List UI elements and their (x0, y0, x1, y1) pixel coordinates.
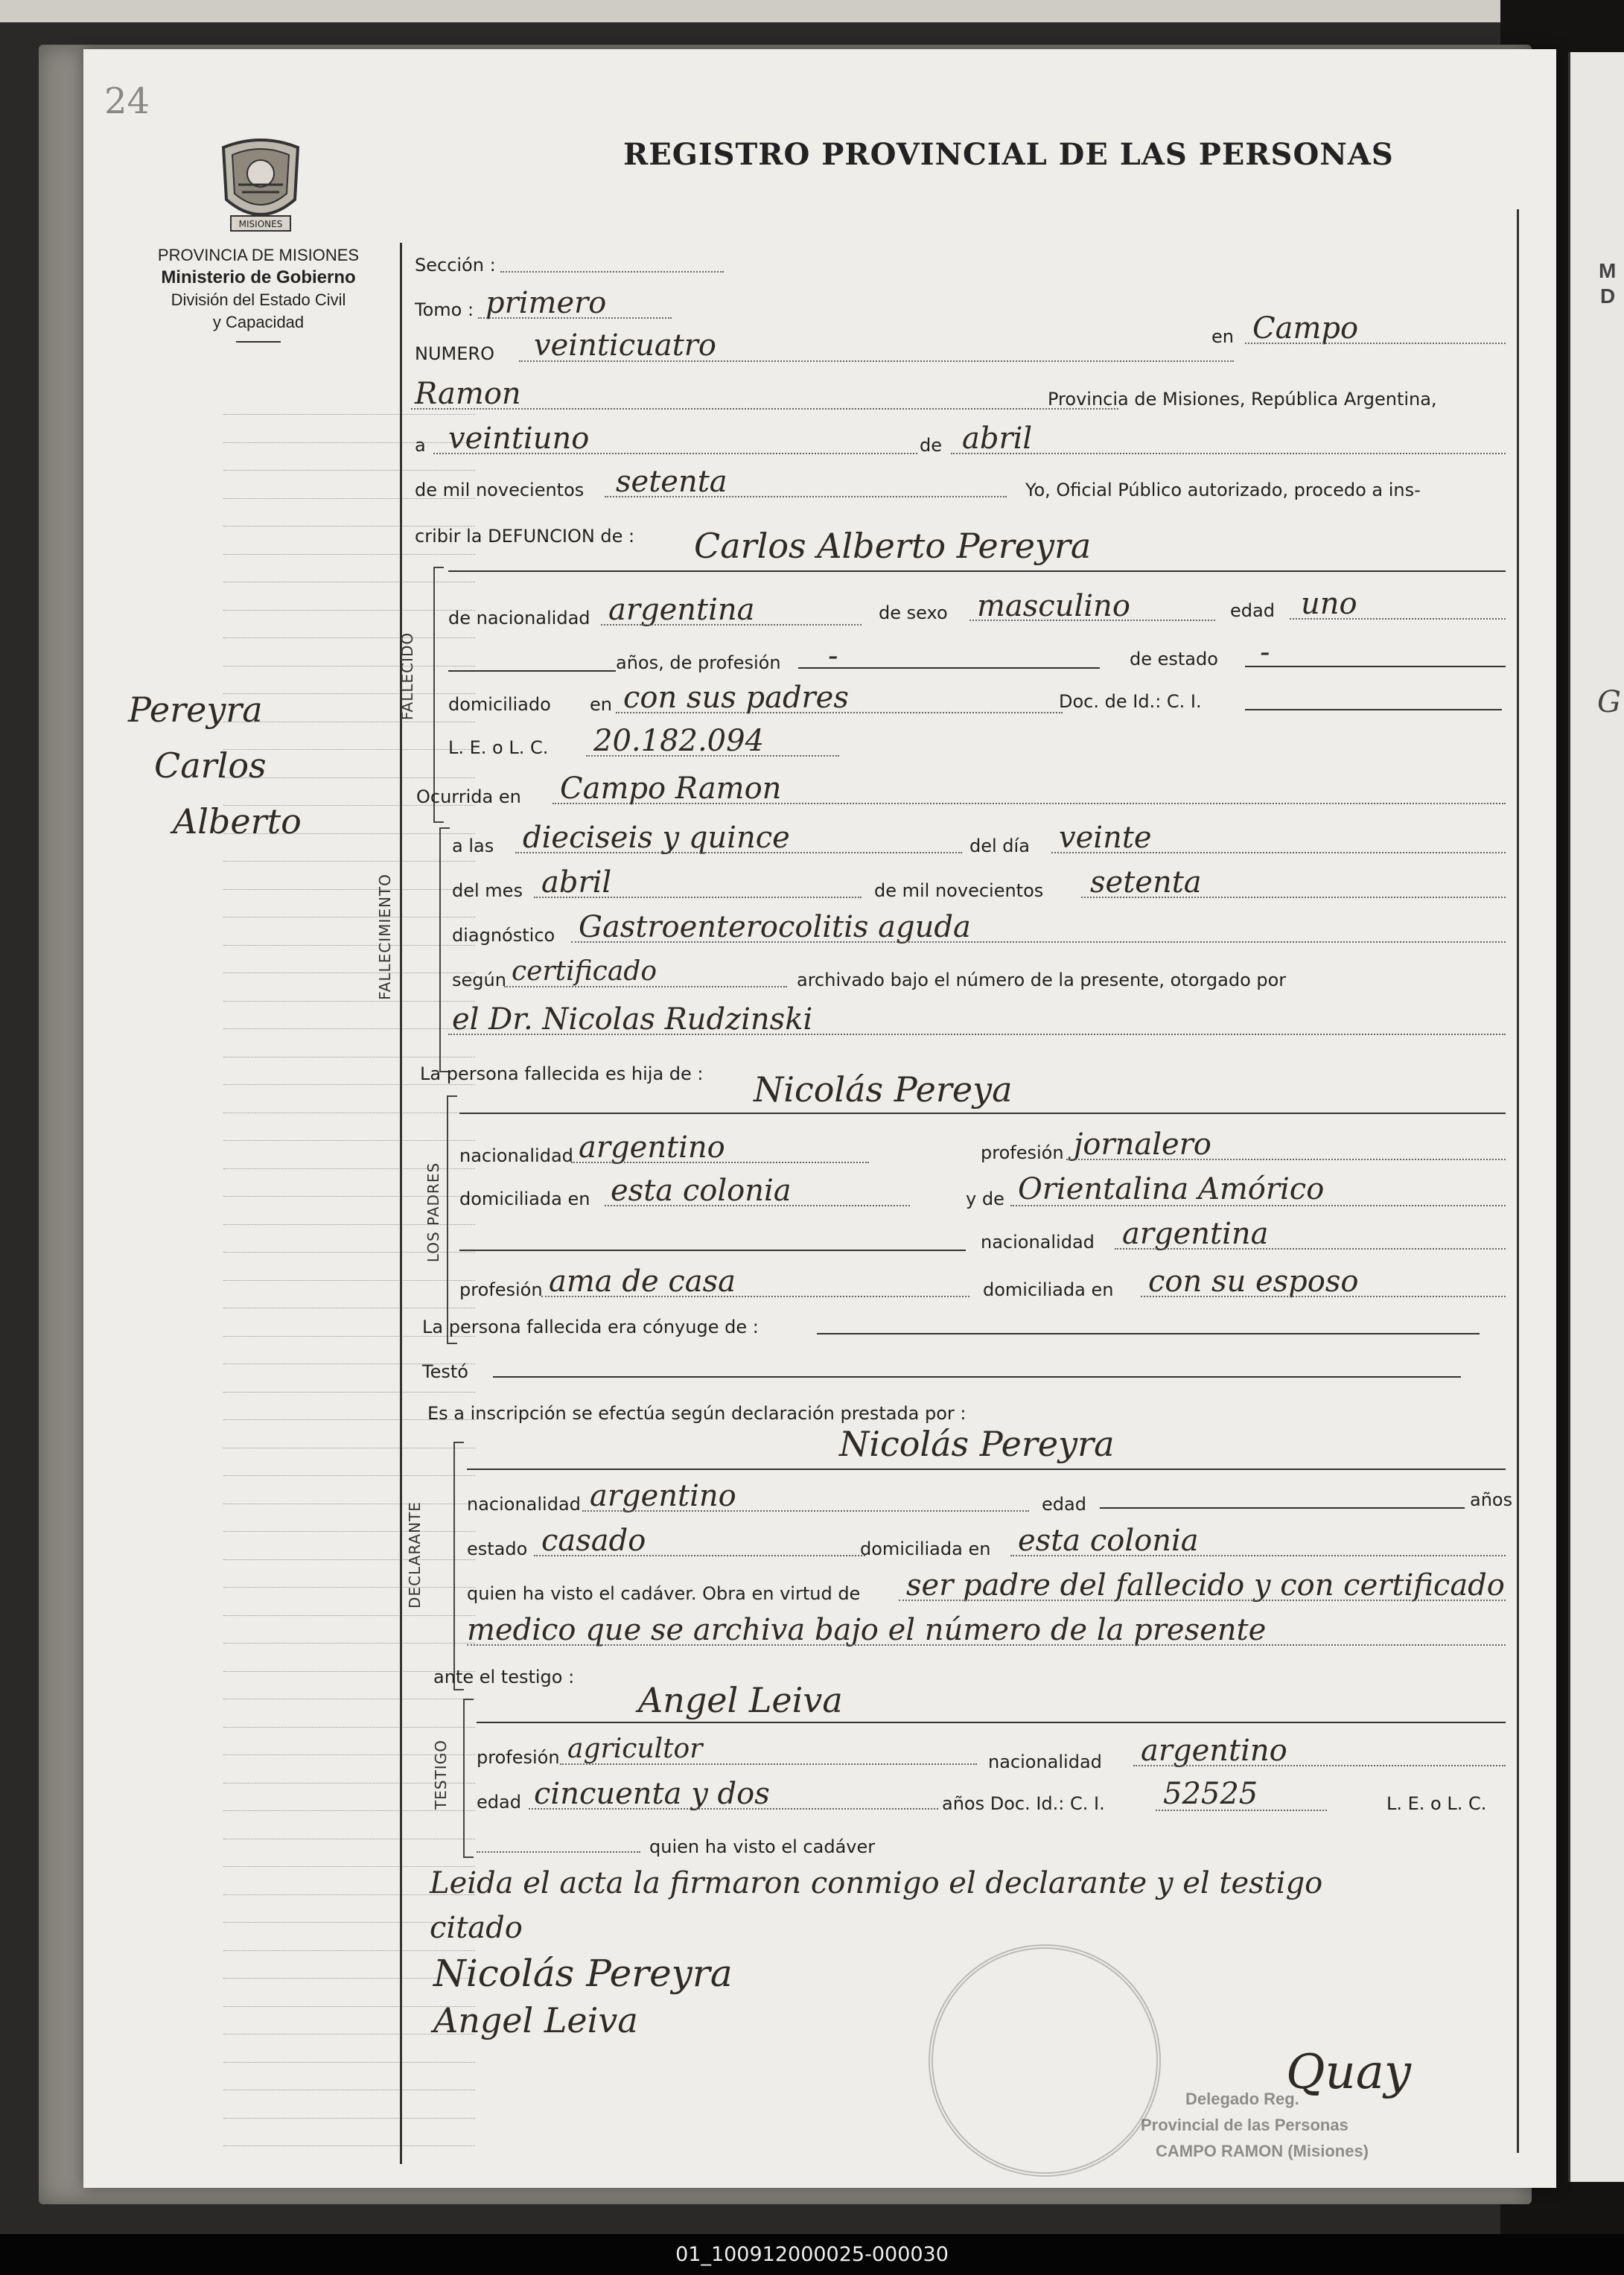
testigo-visto-line (477, 1851, 640, 1853)
closing-text-1: Leida el acta la firmaron conmigo el declarante y el testigo (430, 1866, 1323, 1900)
label-tomo: Tomo : (415, 299, 474, 320)
madre-profesion-line (541, 1296, 969, 1297)
signature-declarante: Nicolás Pereyra (433, 1952, 733, 1995)
margin-ruled-line (223, 1950, 475, 1951)
value-domicilio: con sus padres (623, 681, 849, 715)
margin-ruled-line (223, 2145, 475, 2146)
padre-profesion-line (1066, 1159, 1506, 1160)
label-domiciliado: domiciliado (448, 694, 551, 715)
diagnostico-line (571, 941, 1506, 943)
label-padre-domicilio: domiciliada en (459, 1189, 590, 1209)
label-testigo-edad: edad (477, 1792, 521, 1813)
declarante-brace (453, 1442, 464, 1690)
margin-ruled-line (223, 861, 475, 862)
section-testigo: TESTIGO (431, 1740, 450, 1810)
lugar-line (411, 408, 1118, 410)
testigo-profesion-line (560, 1763, 977, 1765)
fallecido-brace (433, 567, 444, 823)
label-madre-domicilio: domiciliada en (983, 1279, 1114, 1300)
adjacent-page-text: G (1597, 685, 1621, 719)
value-numero: veinticuatro (534, 328, 716, 363)
label-conyuge: La persona fallecida era cónyuge de : (422, 1317, 759, 1337)
label-segun: según (452, 970, 506, 990)
margin-ruled-line (223, 1140, 475, 1141)
testigo-brace (463, 1699, 474, 1858)
header-province: PROVINCIA DE MISIONES (157, 246, 360, 264)
conyuge-line (817, 1333, 1480, 1334)
edad-line (1290, 618, 1506, 620)
section-fallecido: FALLECIDO (398, 631, 417, 721)
label-padre-nacionalidad: nacionalidad (459, 1145, 573, 1166)
label-anos-profesion: años, de profesión (616, 652, 781, 673)
page-title: REGISTRO PROVINCIAL DE LAS PERSONAS (623, 137, 1394, 172)
padres-brace (447, 1095, 457, 1344)
coat-of-arms-icon (216, 133, 305, 237)
margin-ruled-line (223, 414, 475, 415)
testigo-line (477, 1722, 1506, 1723)
margin-note-surname: Pereyra (128, 690, 263, 730)
nombre-line (448, 570, 1506, 572)
adjacent-page (1568, 52, 1624, 2182)
anos-line (448, 670, 616, 672)
value-declarante-nacionalidad: argentino (590, 1479, 736, 1513)
value-declarante-domicilio: esta colonia (1018, 1524, 1199, 1558)
value-edad: uno (1301, 587, 1357, 621)
label-del-mes: del mes (452, 880, 523, 901)
value-profesion: - (828, 639, 838, 673)
value-segun: certificado (512, 956, 657, 987)
label-en: en (1211, 326, 1234, 347)
value-dia: veinte (1059, 821, 1152, 855)
value-estado: - (1260, 635, 1270, 669)
declarante-edad-line (1100, 1507, 1465, 1509)
value-hora: dieciseis y quince (523, 821, 790, 855)
label-seccion: Sección : (415, 255, 496, 276)
margin-ruled-line (223, 1810, 475, 1811)
margin-note-middle: Alberto (173, 801, 302, 841)
label-inscripcion: Es a inscripción se efectúa según declaración prestada por : (427, 1403, 967, 1424)
declarante-nacionalidad-line (582, 1510, 1029, 1512)
madre-extra-line (459, 1250, 966, 1251)
estado-line (1245, 666, 1506, 667)
value-testigo-ci: 52525 (1163, 1777, 1258, 1811)
nacionalidad-line (601, 624, 862, 626)
tomo-line (478, 317, 672, 319)
stamp-line-2: Provincial de las Personas (1141, 2116, 1348, 2134)
margin-ruled-line (223, 1001, 475, 1002)
column-divider (400, 243, 402, 2164)
label-declarante-nacionalidad: nacionalidad (467, 1494, 581, 1515)
label-y-de: y de (966, 1189, 1004, 1209)
margin-ruled-line (223, 554, 475, 555)
de-mil-line (605, 496, 1007, 497)
margin-ruled-line (223, 2118, 475, 2119)
margin-ruled-line (223, 1615, 475, 1616)
value-declarante-virtud-1: ser padre del fallecido y con certificado (906, 1568, 1505, 1603)
value-nacionalidad: argentina (608, 593, 755, 627)
label-declarante-anos: años (1470, 1489, 1513, 1510)
value-testigo: Angel Leiva (638, 1680, 843, 1720)
label-numero: NUMERO (415, 343, 494, 364)
padre-nacionalidad-line (571, 1162, 869, 1163)
label-de-mil-2: de mil novecientos (874, 880, 1044, 901)
label-le-lc: L. E. o L. C. (448, 737, 549, 758)
image-id-footer: 01_100912000025-000030 (0, 2234, 1624, 2275)
header-capacity: y Capacidad (212, 313, 305, 331)
le-lc-line (586, 755, 839, 757)
label-del-dia: del día (969, 836, 1030, 856)
section-declarante: DECLARANTE (405, 1501, 424, 1609)
label-declarante-visto: quien ha visto el cadáver. Obra en virtud de (467, 1583, 861, 1604)
de-line (951, 453, 1506, 454)
adjacent-page-text: M (1599, 259, 1617, 282)
adjacent-page-text: D (1600, 284, 1616, 308)
label-diagnostico: diagnóstico (452, 925, 555, 946)
stamp-line-1: Delegado Reg. (1185, 2090, 1299, 2108)
label-testo: Testó (422, 1361, 468, 1382)
domicilio-line (616, 712, 1063, 713)
label-edad: edad (1230, 600, 1275, 621)
label-padre-profesion: profesión (981, 1142, 1064, 1163)
padre-line (459, 1113, 1506, 1114)
declarante-domicilio-line (1010, 1555, 1506, 1556)
label-testigo-anos-doc: años Doc. Id.: C. I. (942, 1793, 1105, 1814)
value-ocurrida: Campo Ramon (560, 771, 782, 806)
label-doc: Doc. de Id.: C. I. (1059, 691, 1202, 712)
value-en: Campo (1252, 311, 1359, 346)
value-sexo: masculino (977, 589, 1130, 623)
value-le-lc: 20.182.094 (593, 724, 765, 758)
official-seal-icon (929, 1944, 1161, 2177)
scan-background-top (0, 0, 1500, 22)
value-medico: el Dr. Nicolas Rudzinski (452, 1002, 813, 1037)
value-a: veintiuno (448, 421, 590, 456)
declarante-estado-line (534, 1555, 865, 1556)
hora-line (515, 852, 962, 853)
label-ocurrida: Ocurrida en (416, 786, 521, 807)
medico-line (448, 1034, 1506, 1035)
value-madre-domicilio: con su esposo (1148, 1264, 1359, 1299)
label-nacionalidad: de nacionalidad (448, 608, 590, 629)
testigo-ci-line (1156, 1810, 1327, 1811)
label-de: de (920, 435, 942, 456)
label-archivado: archivado bajo el número de la presente, otorgado por (797, 970, 1287, 990)
sexo-line (969, 620, 1215, 621)
a-line (433, 453, 917, 454)
value-declarante: Nicolás Pereyra (839, 1424, 1115, 1464)
value-lugar: Ramon (415, 377, 521, 411)
closing-text-2: citado (430, 1911, 523, 1945)
margin-ruled-line (223, 470, 475, 471)
testigo-nacionalidad-line (1133, 1765, 1506, 1766)
value-madre-nacionalidad: argentina (1122, 1217, 1269, 1251)
profesion-line (798, 667, 1100, 669)
madre-domicilio-line (1141, 1296, 1506, 1297)
margin-ruled-line (223, 442, 475, 443)
label-ante-testigo: ante el testigo : (433, 1667, 575, 1687)
margin-ruled-line (223, 1727, 475, 1728)
issuer-header (128, 244, 389, 343)
padre-domicilio-line (605, 1205, 910, 1206)
label-a-las: a las (452, 836, 494, 856)
doc-line (1245, 709, 1502, 710)
dia-line (1051, 852, 1506, 853)
label-inscribir: cribir la DEFUNCION de : (415, 526, 635, 547)
declarante-line (467, 1469, 1506, 1470)
label-declarante-edad: edad (1042, 1494, 1086, 1515)
value-testigo-profesion: agricultor (567, 1734, 703, 1764)
label-provincia: Provincia de Misiones, República Argentina, (1048, 389, 1437, 410)
fallecimiento-brace (439, 827, 450, 1072)
madre-line (1010, 1205, 1506, 1206)
svg-text:MISIONES: MISIONES (238, 219, 283, 229)
register-page (83, 49, 1556, 2188)
numero-line (519, 360, 1234, 362)
right-border (1517, 209, 1519, 2153)
testigo-edad-line (529, 1808, 938, 1810)
value-tomo: primero (485, 286, 607, 320)
label-de-mil: de mil novecientos (415, 480, 585, 500)
madre-nacionalidad-line (1115, 1248, 1506, 1250)
value-de: abril (962, 421, 1033, 456)
label-de-estado: de estado (1130, 649, 1218, 669)
margin-note-name: Carlos (154, 745, 267, 786)
margin-ruled-line (223, 1084, 475, 1085)
section-fallecimiento: FALLECIMIENTO (375, 874, 394, 1000)
value-testigo-nacionalidad: argentino (1141, 1734, 1287, 1768)
ano-line (1081, 897, 1506, 898)
value-ano: setenta (1090, 865, 1202, 900)
header-ministry: Ministerio de Gobierno (161, 267, 356, 287)
margin-ruled-line (223, 945, 475, 946)
seccion-line (500, 271, 724, 273)
ocurrida-line (553, 803, 1506, 804)
testo-line (493, 1376, 1461, 1378)
value-padre: Nicolás Pereya (754, 1069, 1013, 1110)
label-declarante-domicilio: domiciliada en (860, 1539, 991, 1559)
value-diagnostico: Gastroenterocolitis aguda (579, 910, 971, 944)
margin-ruled-line (223, 889, 475, 890)
label-en-domicilio: en (590, 694, 612, 715)
margin-ruled-line (223, 1392, 475, 1393)
label-testigo-visto: quien ha visto el cadáver (649, 1836, 876, 1857)
margin-ruled-line (223, 1028, 475, 1029)
signature-testigo: Angel Leiva (433, 2000, 638, 2040)
value-padre-nacionalidad: argentino (579, 1130, 725, 1165)
label-declarante-estado: estado (467, 1539, 528, 1559)
margin-ruled-line (223, 1280, 475, 1281)
label-oficial: Yo, Oficial Público autorizado, procedo a ins- (1025, 480, 1421, 500)
value-declarante-estado: casado (541, 1524, 646, 1558)
label-testigo-profesion: profesión (477, 1747, 560, 1768)
signature-oficial: Quay (1286, 2045, 1411, 2100)
declarante-virtud-line-2 (467, 1644, 1506, 1646)
label-testigo-nacionalidad: nacionalidad (988, 1751, 1102, 1772)
value-mes: abril (541, 865, 612, 900)
value-testigo-edad: cincuenta y dos (534, 1777, 770, 1811)
mes-line (534, 897, 862, 898)
label-testigo-le: L. E. o L. C. (1386, 1793, 1487, 1814)
label-sexo: de sexo (879, 602, 948, 623)
segun-line (504, 986, 787, 987)
value-padre-domicilio: esta colonia (611, 1174, 792, 1208)
margin-ruled-line (223, 1559, 475, 1560)
en-line (1245, 343, 1506, 344)
page-number: 24 (104, 80, 150, 122)
stamp-line-3: CAMPO RAMON (Misiones) (1156, 2142, 1369, 2160)
declarante-virtud-line-1 (899, 1600, 1506, 1601)
margin-ruled-line (223, 1531, 475, 1532)
value-madre-profesion: ama de casa (549, 1264, 736, 1299)
value-padre-profesion: jornalero (1074, 1127, 1211, 1162)
margin-ruled-line (223, 1643, 475, 1644)
value-nombre: Carlos Alberto Pereyra (694, 526, 1092, 566)
section-padres: LOS PADRES (424, 1162, 443, 1263)
value-de-mil: setenta (616, 465, 727, 499)
margin-ruled-line (223, 1475, 475, 1476)
margin-ruled-line (223, 2062, 475, 2063)
header-division: División del Estado Civil (171, 290, 346, 309)
label-hija-de: La persona fallecida es hija de : (420, 1063, 704, 1084)
value-declarante-virtud-2: medico que se archiva bajo el número de la presente (467, 1613, 1267, 1647)
label-madre-nacionalidad: nacionalidad (981, 1232, 1095, 1253)
margin-ruled-line (223, 1587, 475, 1588)
value-madre: Orientalina Amórico (1018, 1172, 1325, 1206)
label-a: a (415, 435, 426, 456)
label-madre-profesion: profesión (459, 1279, 543, 1300)
